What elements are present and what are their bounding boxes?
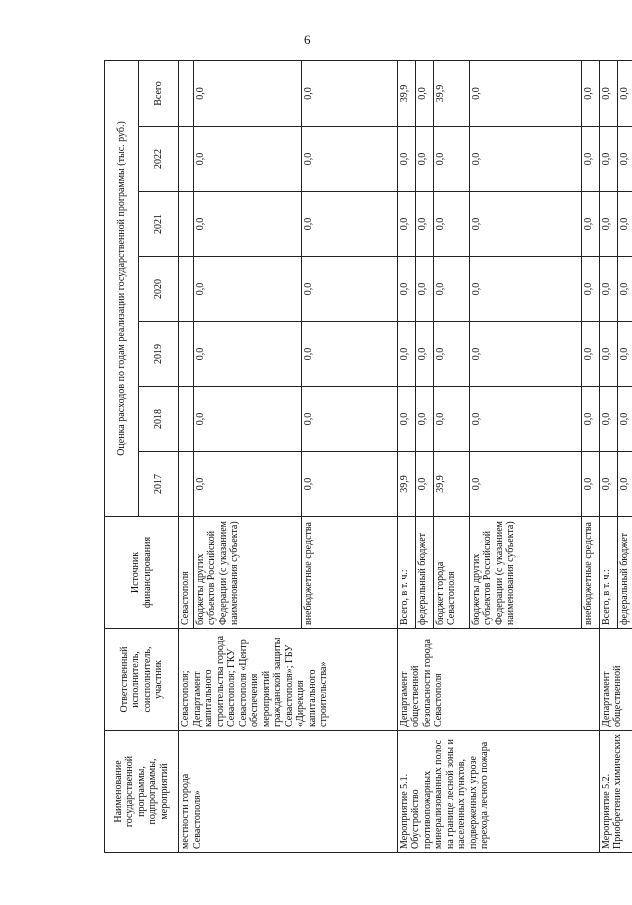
executor-cell: Департамент общественной безопасности города Севастополя (397, 629, 599, 731)
value-cell: 0,0 (415, 257, 433, 322)
measure-name: Мероприятие 5.2. Приобретение химических (599, 731, 632, 853)
value-cell: 0,0 (581, 60, 599, 126)
executor-cell: Севастополя; Департамент капитального строительства города Севастополя; ГКУ Севастополя «Центр обеспечения мероприятий гражданской защиты Севастополя»; ГБУ «Дирекция капитального строительства» (179, 629, 398, 731)
value-cell: 0,0 (301, 192, 397, 257)
value-cell: 0,0 (193, 60, 301, 126)
value-cell: 0,0 (599, 192, 617, 257)
value-cell: 0,0 (415, 322, 433, 387)
value-cell: 0,0 (599, 127, 617, 192)
value-cell: 0,0 (469, 60, 581, 126)
source-cell: федеральный бюджет (617, 517, 632, 629)
source-cell: Всего, в т. ч.: (599, 517, 617, 629)
value-cell: 0,0 (397, 127, 415, 192)
value-cell: 0,0 (301, 387, 397, 452)
value-cell: 0,0 (397, 387, 415, 452)
header-name: Наименование государственной программы, подпрограммы, мероприятий (105, 731, 179, 853)
value-cell: 0,0 (193, 452, 301, 517)
value-cell: 0,0 (193, 387, 301, 452)
value-cell: 0,0 (469, 387, 581, 452)
value-cell: 0,0 (617, 257, 632, 322)
value-cell: 0,0 (433, 127, 469, 192)
measure-name: Мероприятие 5.1. Обустройство противопожарных минерализованных полос на границе лесной зоны и населенных пунктов, подверженных угрозе перехода лесного пожара (397, 731, 599, 853)
value-cell: 0,0 (599, 322, 617, 387)
value-cell: 0,0 (301, 322, 397, 387)
header-year: 2019 (139, 322, 179, 387)
value-cell: 0,0 (415, 127, 433, 192)
value-cell (179, 192, 194, 257)
value-cell: 0,0 (599, 452, 617, 517)
source-cell: Всего, в т. ч.: (397, 517, 415, 629)
header-year: 2020 (139, 257, 179, 322)
value-cell: 0,0 (581, 127, 599, 192)
header-year: 2021 (139, 192, 179, 257)
value-cell: 0,0 (617, 127, 632, 192)
value-cell: 0,0 (301, 257, 397, 322)
value-cell: 0,0 (433, 387, 469, 452)
value-cell: 0,0 (617, 60, 632, 126)
value-cell: 0,0 (581, 387, 599, 452)
value-cell: 0,0 (617, 192, 632, 257)
value-cell: 0,0 (469, 127, 581, 192)
budget-table (104, 60, 632, 853)
value-cell: 0,0 (599, 60, 617, 126)
value-cell: 0,0 (599, 387, 617, 452)
value-cell: 0,0 (301, 127, 397, 192)
value-cell: 0,0 (415, 192, 433, 257)
table-row (179, 60, 194, 852)
value-cell: 0,0 (581, 452, 599, 517)
header-year: 2018 (139, 387, 179, 452)
value-cell: 0,0 (617, 452, 632, 517)
value-cell: 0,0 (193, 127, 301, 192)
value-cell (179, 387, 194, 452)
value-cell: 0,0 (469, 192, 581, 257)
value-cell: 39,9 (397, 60, 415, 126)
value-cell: 0,0 (415, 60, 433, 126)
value-cell: 0,0 (301, 60, 397, 126)
value-cell: 0,0 (617, 322, 632, 387)
value-cell: 39,9 (433, 452, 469, 517)
value-cell: 0,0 (397, 322, 415, 387)
budget-table-rotated (104, 61, 630, 853)
value-cell: 0,0 (617, 387, 632, 452)
value-cell: 0,0 (397, 192, 415, 257)
source-cell: федеральный бюджет (415, 517, 433, 629)
value-cell (179, 60, 194, 126)
source-cell: бюджеты других субъектов Российской Федерации (с указанием наименования субъекта) (469, 517, 581, 629)
value-cell: 0,0 (193, 192, 301, 257)
value-cell: 0,0 (415, 452, 433, 517)
value-cell: 0,0 (469, 257, 581, 322)
executor-cell: Департамент общественной (599, 629, 632, 731)
value-cell: 0,0 (433, 192, 469, 257)
value-cell: 39,9 (433, 60, 469, 126)
header-year: 2022 (139, 127, 179, 192)
value-cell: 0,0 (469, 452, 581, 517)
value-cell (179, 127, 194, 192)
header-estimate: Оценка расходов по годам реализации государственной программы (тыс. руб.) (105, 60, 139, 516)
value-cell: 39,9 (397, 452, 415, 517)
value-cell: 0,0 (193, 322, 301, 387)
source-cell: внебюджетные средства (581, 517, 599, 629)
value-cell: 0,0 (193, 257, 301, 322)
value-cell: 0,0 (469, 322, 581, 387)
value-cell: 0,0 (415, 387, 433, 452)
value-cell: 0,0 (599, 257, 617, 322)
value-cell (179, 322, 194, 387)
source-cell: бюджет города Севастополя (433, 517, 469, 629)
header-row (105, 60, 139, 852)
source-cell: внебюджетные средства (301, 517, 397, 629)
value-cell (179, 452, 194, 517)
measure-name: местности города Севастополя» (179, 731, 398, 853)
source-cell: бюджеты других субъектов Российской Федерации (с указанием наименования субъекта) (193, 517, 301, 629)
value-cell: 0,0 (433, 257, 469, 322)
table-row (397, 60, 415, 852)
value-cell (179, 257, 194, 322)
value-cell: 0,0 (301, 452, 397, 517)
value-cell: 0,0 (581, 192, 599, 257)
source-cell: Севастополя (179, 517, 194, 629)
value-cell: 0,0 (397, 257, 415, 322)
header-executor: Ответственный исполнитель, соисполнитель, участник (105, 629, 179, 731)
header-source: Источник финансирования (105, 517, 179, 629)
value-cell: 0,0 (433, 322, 469, 387)
table-row (599, 60, 617, 852)
header-year: Всего (139, 60, 179, 126)
page-number: 6 (304, 32, 311, 47)
value-cell: 0,0 (581, 322, 599, 387)
value-cell: 0,0 (581, 257, 599, 322)
header-year: 2017 (139, 452, 179, 517)
